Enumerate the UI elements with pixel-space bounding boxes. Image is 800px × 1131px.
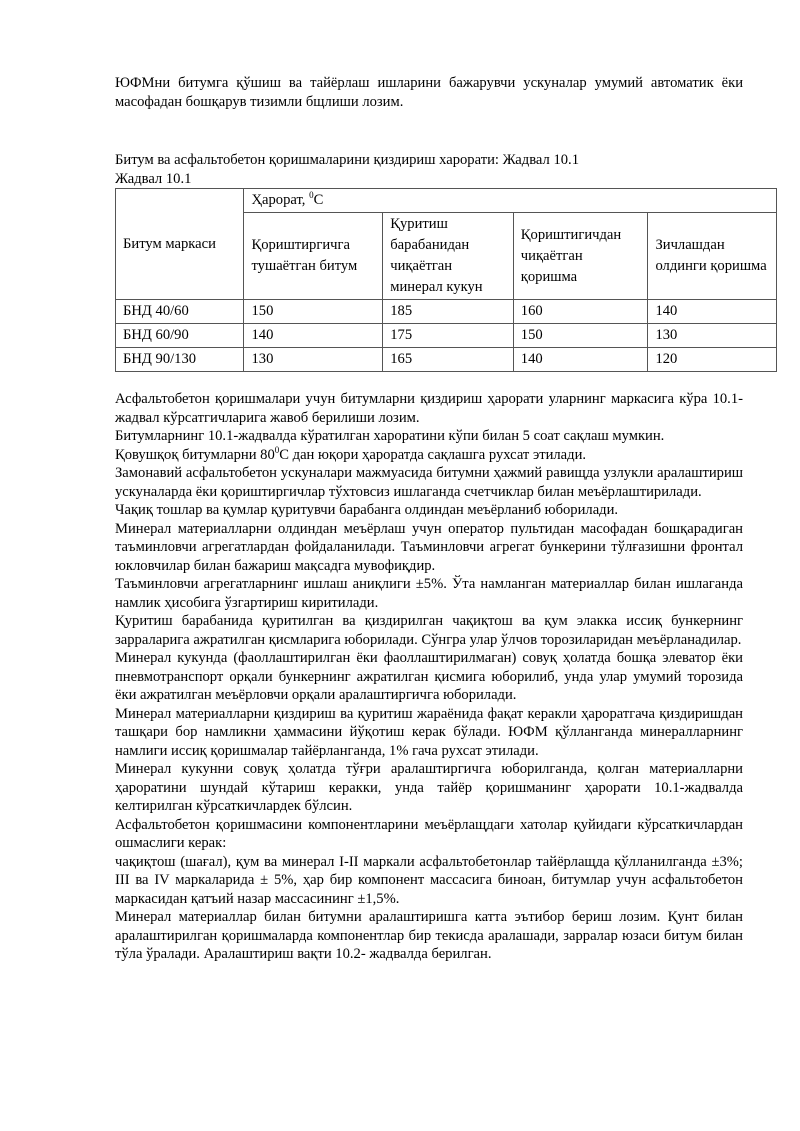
paragraph: Қуритиш барабанида қуритилган ва қиздирилган чақиқтош ва қум элакка иссиқ бункернинг зарраларига ажратилган қисмларига юборилади. Сўнгра улар ўлчов торозиларидан меъёрланадилар. — [115, 613, 743, 648]
paragraph: Минерал материаллар билан битумни аралаштиришга катта эътибор бериш лозим. Қунт билан аралаштирилган қоришмаларда компонентлар бир текисда аралашади, зарралар юзаси битум билан тўла ўралади. Аралаштириш вақти 10.2- жадвалда берилган. — [115, 909, 743, 962]
table-cell: БНД 60/90 — [116, 324, 244, 348]
table-cell: 140 — [513, 348, 648, 372]
paragraph: чақиқтош (шағал), қум ва минерал I-II маркали асфальтобетонлар тайёрлащда қўлланилганда ±3%; III ва IV маркаларида ± 5%, ҳар бир компонент массасига биноан, битумлар учун асфальтобетон маркасидан қатъий назар массасининг ±1,5%. — [115, 853, 743, 907]
table-cell: 140 — [244, 324, 383, 348]
paragraph: Минерал материалларни олдиндан меъёрлаш учун оператор пультидан масофадан бошқарадиган таъминловчи агрегатлардан фойдаланилади. Таъминловчи агрегат бункерини тўлғазишни фронтал юкловчилар билан бажариш мақсадга мувофиқдир. — [115, 520, 743, 574]
table-caption: Битум ва асфальтобетон қоришмаларини қиздириш харорати: Жадвал 10.1 — [115, 152, 579, 168]
table-row — [116, 348, 777, 372]
document-page — [115, 74, 767, 964]
table-cell: 140 — [648, 300, 777, 324]
table-cell: 130 — [244, 348, 383, 372]
table-cell: 160 — [513, 300, 648, 324]
header-bitum-into-mixer: Қориштиргичга тушаётган битум — [244, 213, 383, 300]
table-cell: 150 — [244, 300, 383, 324]
table-row — [116, 300, 777, 324]
paragraph: Минерал кукунда (фаоллаштирилган ёки фаоллаштирилмаган) совуқ ҳолатда бошқа элеватор ёки пневмотранспорт орқали бункернинг ажратилган қисмига юборилиб, унда улар умумий торозида ёки ажратилган меъёрловчи орқали аралаштиргичга юборилади. — [115, 650, 743, 703]
paragraph: Асфальтобетон қоришмасини компонентларини меъёрлащдаги хатолар қуйидаги кўрсаткичлардан ошмаслиги керак: — [115, 816, 743, 851]
table-cell: 165 — [383, 348, 514, 372]
table-cell: 130 — [648, 324, 777, 348]
header-bitum-grade: Битум маркаси — [116, 189, 244, 300]
header-mineral-powder-from-drum: Қуритиш барабанидан чиқаётган минерал кукун — [383, 213, 514, 300]
temperature-table — [115, 188, 777, 372]
header-temperature-group: Ҳарорат, $^0$С — [244, 189, 777, 213]
table-cell: 185 — [383, 300, 514, 324]
table-cell: 175 — [383, 324, 514, 348]
paragraph: Асфальтобетон қоришмалари учун битумларни қиздириш ҳарорати уларнинг маркасига кўра 10.1-жадвал кўрсатгичларига жавоб берилиши лозим. — [115, 391, 743, 426]
paragraph: Битумларнинг 10.1-жадвалда кўратилган хароратини кўпи билан 5 соат сақлаш мумкин. — [115, 428, 665, 444]
paragraph: Таъминловчи агрегатларнинг ишлаш аниқлиги ±5%. Ўта намланган материаллар билан ишлаганда намлик ҳисобига ўзгартириш киритилади. — [115, 576, 743, 611]
paragraph: Қовушқоқ битумларни $80^0С$ дан юқори ҳароратда сақлашга рухсат этилади. — [115, 444, 587, 463]
header-mix-before-compaction: Зичлашдан олдинги қоришма — [648, 213, 777, 300]
table-cell: БНД 40/60 — [116, 300, 244, 324]
header-mix-from-mixer: Қориштигичдан чиқаётган қоришма — [513, 213, 648, 300]
paragraph: Замонавий асфальтобетон ускуналари мажмуасида битумни ҳажмий равищда узлукли аралаштириш ускуналарда ёки қориштиргичлар тўхтовсиз ишлаганда счетчиклар билан меъёрлаштирилади. — [115, 465, 743, 500]
paragraph: Минерал кукунни совуқ ҳолатда тўғри аралаштиргичга юборилганда, қолган материалларни ҳароратини шундай кўтариш керакки, унда тайёр қоришманинг ҳарорати 10.1-жадвалда келтирилган кўрсаткичлардек бўлсин. — [115, 761, 743, 814]
table-caption-short: Жадвал 10.1 — [115, 170, 192, 187]
intro-paragraph: ЮФМни битумга қўшиш ва тайёрлаш ишларини бажарувчи ускуналар умумий автоматик ёки масофадан бошқарув тизимли бщлиши лозим. — [115, 75, 743, 110]
paragraph: Чақиқ тошлар ва қумлар қуритувчи барабанга олдиндан меъёрланиб юборилади. — [115, 502, 619, 518]
table-row — [116, 324, 777, 348]
table-cell: 150 — [513, 324, 648, 348]
paragraph: Минерал материалларни қиздириш ва қуритиш жараёнида фақат керакли ҳароратгача қиздиришдан ташқари бор намликни ҳаммасини йўқотиш керак бўлади. ЮФМ қўлланганда минералларнинг намлиги иссиқ қоришмалар тайёрланганда, 1% гача рухсат этилади. — [115, 705, 743, 759]
table-cell: БНД 90/130 — [116, 348, 244, 372]
table-cell: 120 — [648, 348, 777, 372]
